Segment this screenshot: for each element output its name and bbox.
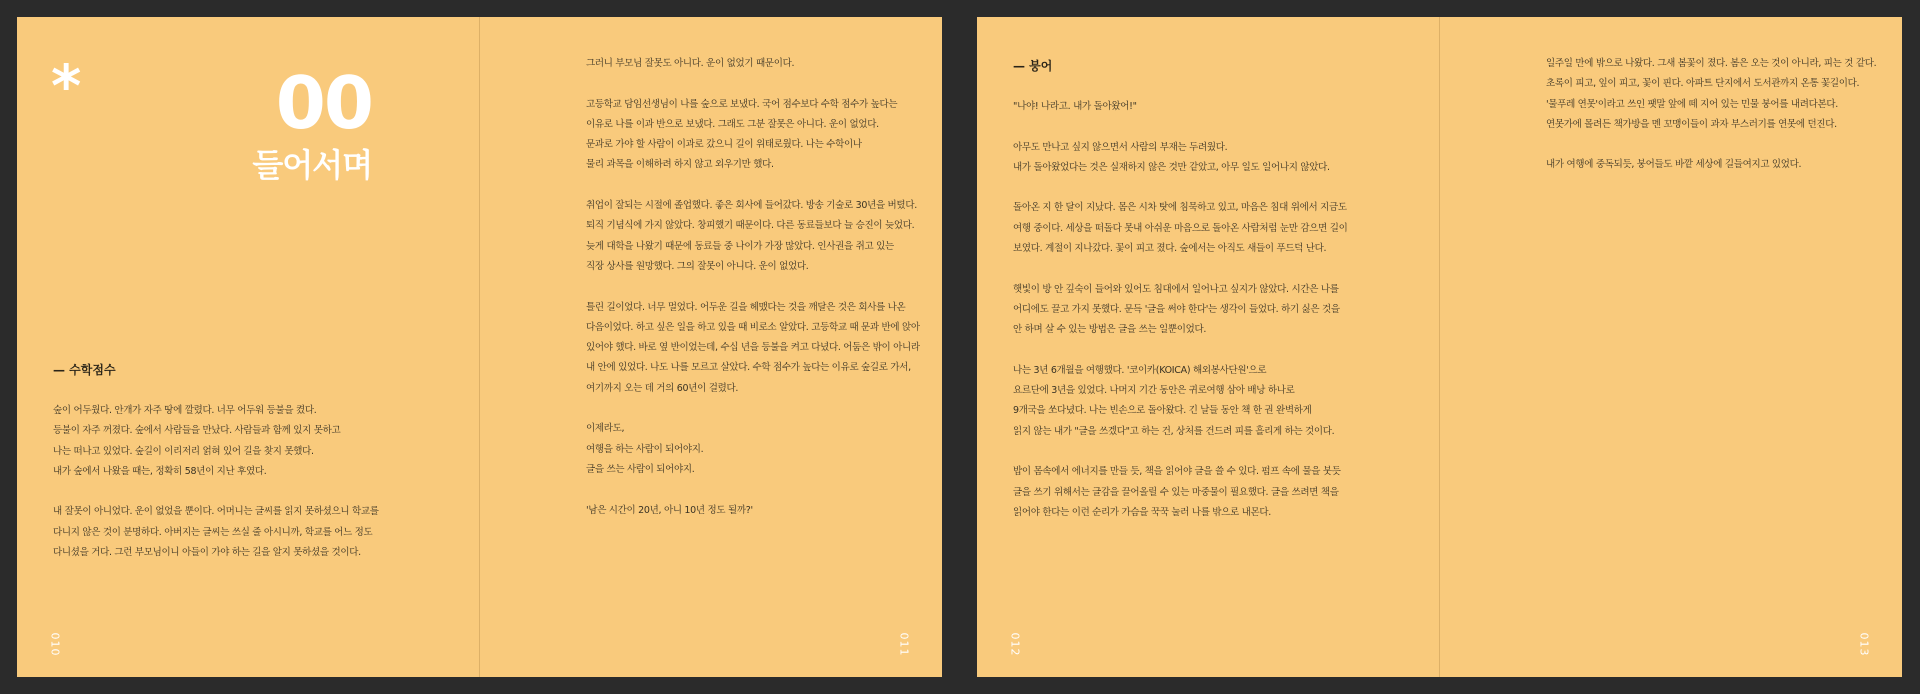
book-spread-1	[17, 17, 942, 677]
text-line: 여행을 하는 사람이 되어야지.	[586, 443, 704, 455]
body-text	[586, 54, 920, 521]
chapter-title: 들어서며	[252, 146, 372, 184]
text-line: 고등학교 담임선생님이 나를 숲으로 보냈다. 국어 점수보다 수학 점수가 높다는	[586, 98, 898, 110]
text-line: 아무도 만나고 싶지 않으면서 사람의 부재는 두려웠다.	[1013, 141, 1228, 153]
page-012	[977, 17, 1439, 677]
text-line: 숲이 어두웠다. 안개가 자주 땅에 깔렸다. 너무 어두워 등불을 켰다.	[53, 405, 317, 416]
text-line: 안 하며 살 수 있는 방법은 글을 쓰는 일뿐이었다.	[1013, 324, 1207, 336]
paragraph	[1013, 462, 1347, 523]
body-text	[53, 401, 379, 563]
paragraph	[586, 419, 920, 480]
text-line: 다음이었다. 하고 싶은 일을 하고 있을 때 비로소 알았다. 고등학교 때 문과 반에 앉아	[586, 321, 920, 333]
text-line: 읽어야 한다는 이런 순리가 가슴을 꾹꾹 눌러 나를 밖으로 내몬다.	[1013, 506, 1272, 518]
text-line: "나야! 나라고. 내가 돌아왔어!"	[1013, 101, 1137, 112]
page-number: 012	[1008, 632, 1022, 657]
body-text	[1013, 97, 1347, 523]
text-line: 어디에도 끌고 가지 못했다. 문득 '글을 써야 한다'는 생각이 들었다. 하기 싫은 것을	[1013, 303, 1340, 315]
text-line: 그러니 부모님 잘못도 아니다. 운이 없었기 때문이다.	[586, 58, 795, 69]
section-title: — 수학점수	[53, 363, 116, 377]
book-spread-2	[977, 17, 1902, 677]
text-line: 물리 과목을 이해하려 하지 않고 외우기만 했다.	[586, 159, 774, 171]
text-line: 있어야 했다. 바로 옆 반이었는데, 수십 년을 등불을 켜고 다녔다. 어둠은 밖이 아니라	[586, 342, 920, 354]
page-number: 011	[897, 632, 911, 657]
text-line: 틀린 길이었다. 너무 멀었다. 어두운 길을 헤맸다는 것을 깨달은 것은 회사를 나온	[586, 301, 906, 313]
paragraph	[1013, 280, 1347, 341]
text-line: 여행 중이다. 세상을 떠돌다 못내 아쉬운 마음으로 돌아온 사람처럼 눈만 감으면 길이	[1013, 222, 1348, 234]
paragraph	[586, 298, 920, 399]
paragraph	[1013, 97, 1347, 117]
page-013	[1440, 17, 1902, 677]
text-line: 나는 떠나고 있었다. 숲길이 이리저리 얽혀 있어 길을 찾지 못했다.	[53, 445, 314, 457]
text-line: 글을 쓰기 위해서는 글감을 끌어올릴 수 있는 마중물이 필요했다. 글을 쓰려면 책을	[1013, 486, 1339, 498]
text-line: 일주일 만에 밖으로 나왔다. 그새 봄꽃이 졌다. 봄은 오는 것이 아니라, 피는 것 같다.	[1546, 58, 1877, 69]
text-line: 등불이 자주 꺼졌다. 숲에서 사람들을 만났다. 사람들과 함께 있지 못하고	[53, 425, 341, 437]
paragraph	[1013, 198, 1347, 259]
section-title: — 붕어	[1013, 59, 1053, 73]
paragraph	[586, 54, 920, 74]
paragraph	[53, 502, 379, 563]
paragraph	[1546, 155, 1876, 175]
text-line: 문과로 가야 할 사람이 이과로 갔으니 길이 위태로웠다. 나는 수학이나	[586, 139, 862, 151]
text-line: 여기까지 오는 데 거의 60년이 걸렸다.	[586, 382, 739, 394]
page-011	[480, 17, 942, 677]
paragraph	[586, 196, 920, 277]
text-line: 돌아온 지 한 달이 지났다. 몸은 시차 탓에 침묵하고 있고, 마음은 침대 위에서 지금도	[1013, 202, 1347, 214]
paragraph	[586, 95, 920, 176]
paragraph	[1013, 361, 1347, 442]
text-line: 글을 쓰는 사람이 되어야지.	[586, 463, 695, 475]
text-line: 초록이 피고, 잎이 피고, 꽃이 핀다. 아파트 단지에서 도서관까지 온통 꽃길이다.	[1546, 78, 1860, 90]
text-line: '물푸레 연못'이라고 쓰인 팻말 앞에 떼 지어 있는 민물 붕어를 내려다본다.	[1546, 98, 1838, 110]
text-line: 9개국을 쏘다녔다. 나는 빈손으로 돌아왔다. 긴 날들 동안 책 한 권 완벽하게	[1013, 405, 1312, 417]
paragraph	[1546, 54, 1876, 135]
text-line: 내가 여행에 중독되듯, 붕어들도 바깥 세상에 길들여지고 있었다.	[1546, 159, 1802, 171]
text-line: 내가 숲에서 나왔을 때는, 정확히 58년이 지난 후였다.	[53, 465, 267, 477]
chapter-number: 00	[275, 61, 372, 145]
text-line: 내가 돌아왔었다는 것은 실재하지 않은 것만 같았고, 아무 일도 일어나지 않았다.	[1013, 161, 1330, 173]
text-line: 읽지 않는 내가 "글을 쓰겠다"고 하는 건, 상처를 건드려 피를 흘리게 하는 것이다.	[1013, 425, 1335, 437]
text-line: 밥이 몸속에서 에너지를 만들 듯, 책을 읽어야 글을 쓸 수 있다. 펌프 속에 물을 붓듯	[1013, 466, 1341, 478]
paragraph	[1013, 138, 1347, 179]
page-010	[17, 17, 479, 677]
text-line: 직장 상사를 원망했다. 그의 잘못이 아니다. 운이 없었다.	[586, 260, 809, 272]
text-line: 연못가에 몰려든 책가방을 멘 꼬맹이들이 과자 부스러기를 연못에 던진다.	[1546, 118, 1837, 130]
text-line: 햇빛이 방 안 깊숙이 들어와 있어도 침대에서 일어나고 싶지가 않았다. 시간은 나를	[1013, 283, 1339, 295]
text-line: 내 안에 있었다. 나도 나를 모르고 살았다. 수학 점수가 높다는 이유로 숲길로 가서,	[586, 362, 911, 374]
text-line: 요르단에 3년을 있었다. 나머지 기간 동안은 귀로여행 삼아 배낭 하나로	[1013, 385, 1295, 397]
text-line: 이제라도,	[586, 423, 625, 435]
text-line: 다니셨을 거다. 그런 부모님이니 아들이 가야 하는 길을 알지 못하셨을 것이다.	[53, 547, 361, 559]
text-line: 내 잘못이 아니었다. 운이 없었을 뿐이다. 어머니는 글씨를 읽지 못하셨으니 학교를	[53, 506, 379, 518]
body-text	[1546, 54, 1876, 176]
paragraph	[53, 401, 379, 482]
text-line: 취업이 잘되는 시절에 졸업했다. 좋은 회사에 들어갔다. 방송 기술로 30년을 버텼다.	[586, 200, 917, 212]
text-line: 이유로 나를 이과 반으로 보냈다. 그래도 그분 잘못은 아니다. 운이 없었다.	[586, 118, 879, 130]
paragraph	[586, 501, 920, 521]
page-number: 010	[48, 632, 62, 657]
text-line: 다니지 않은 것이 분명하다. 아버지는 글씨는 쓰실 줄 아시니까, 학교를 어느 정도	[53, 526, 373, 538]
text-line: 나는 3년 6개월을 여행했다. '코이카(KOICA) 해외봉사단원'으로	[1013, 364, 1267, 376]
asterisk-icon: *	[51, 52, 82, 120]
page-number: 013	[1857, 632, 1871, 657]
text-line: 퇴직 기념식에 가지 않았다. 창피했기 때문이다. 다른 동료들보다 늘 승진이 늦었다.	[586, 220, 915, 232]
text-line: 보였다. 계절이 지나갔다. 꽃이 피고 졌다. 숲에서는 아직도 새들이 푸드덕 난다.	[1013, 243, 1327, 255]
text-line: '남은 시간이 20년, 아니 10년 정도 될까?'	[586, 504, 753, 516]
text-line: 늦게 대학을 나왔기 때문에 동료들 중 나이가 가장 많았다. 인사권을 쥐고 있는	[586, 240, 894, 252]
